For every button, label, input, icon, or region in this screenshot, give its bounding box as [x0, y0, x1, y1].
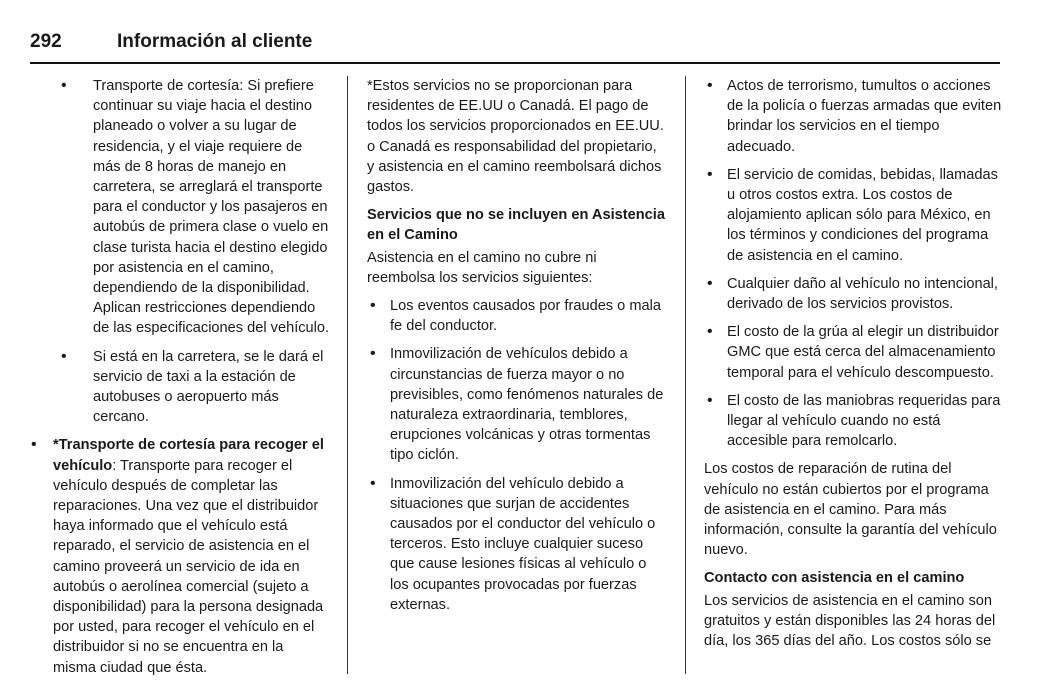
list-item: • Inmovilización del vehículo debido a situaciones que surjan de accidentes causados por el conductor del vehículo o terceros. Esto incluye cualquier suceso que cause lesiones físicas al vehículo o los ocupantes provocadas por fuerzas externas.: [367, 474, 667, 615]
list-item: • El costo de la grúa al elegir un distribuidor GMC que está cerca del almacenamiento temporal para el vehículo descompuesto.: [704, 322, 1004, 383]
column-divider: [347, 76, 348, 674]
intro-paragraph: *Estos servicios no se proporcionan para residentes de EE.UU o Canadá. El pago de todos los servicios proporcionados en EE.UU. o Canadá es responsabilidad del propietario, y asistencia en el camino reembolsará dichos gastos.: [367, 78, 664, 196]
lead-paragraph: Asistencia en el camino no cubre ni reembolsa los servicios siguientes:: [367, 249, 597, 286]
column-left: [30, 76, 330, 686]
closing-paragraph: Los servicios de asistencia en el camino son gratuitos y están disponibles las 24 horas del día, los 365 días del año. Los costos sólo se: [704, 592, 996, 650]
section-title: Información al cliente: [117, 31, 313, 52]
bullet-bold-label: *Transporte de cortesía para recoger el vehículo: [53, 437, 324, 474]
page-header: [30, 28, 1000, 64]
list-item: • Si está en la carretera, se le dará el servicio de taxi a la estación de autobuses o aeropuerto más cercano.: [30, 347, 330, 428]
page-number: 292: [30, 31, 62, 52]
list-item: • Los eventos causados por fraudes o mala fe del conductor.: [367, 296, 667, 336]
sub-bullet-list: [30, 76, 330, 427]
list-item: • El servicio de comidas, bebidas, llamadas u otros costos extra. Los costos de alojamiento aplican sólo para México, en los términos y condiciones del programa de asistencia en el camino.: [704, 165, 1004, 266]
bullet-list: [30, 435, 330, 677]
list-item: • Cualquier daño al vehículo no intencional, derivado de los servicios provistos.: [704, 274, 1004, 314]
list-item: • Actos de terrorismo, tumultos o acciones de la policía o fuerzas armadas que eviten brindar los servicios en el tiempo adecuado.: [704, 76, 1004, 157]
bullet-list: [367, 296, 667, 615]
bullet-list: [704, 76, 1004, 451]
section-heading: Servicios que no se incluyen en Asistencia en el Camino: [367, 207, 665, 244]
column-right: [704, 76, 1004, 659]
column-middle: [367, 76, 667, 623]
list-item: • Transporte de cortesía: Si prefiere continuar su viaje hacia el destino planeado o volver a su lugar de residencia, y el viaje requiere de más de 8 horas de manejo en carretera, se arreglará el transporte para el conductor y los pasajeros en autobús de primera clase o vuelo en clase turista hacia el destino elegido por asistencia en el camino, dependiendo de la disponibilidad. Aplican restricciones dependiendo de las especificaciones del vehículo.: [30, 76, 330, 339]
body-paragraph: Los costos de reparación de rutina del vehículo no están cubiertos por el programa de asistencia en el camino. Para más información, consulte la garantía del vehículo nuevo.: [704, 461, 997, 559]
column-divider: [685, 76, 686, 674]
bullet-text: : Transporte para recoger el vehículo después de completar las reparaciones. Una vez que el distribuidor haya informado que el vehículo está reparado, el servicio de asistencia en el camino proveerá un servicio de ida en autobús o aerolínea comercial (sujeto a disponibilidad) para la persona designada por usted, para recoger el vehículo en el distribuidor si no se encuentra en la misma ciudad que ésta.: [53, 457, 324, 676]
list-item: [30, 435, 330, 677]
section-heading: Contacto con asistencia en el camino: [704, 570, 965, 587]
list-item: • El costo de las maniobras requeridas para llegar al vehículo cuando no está accesible para remolcarlo.: [704, 391, 1004, 452]
list-item: • Inmovilización de vehículos debido a circunstancias de fuerza mayor o no previsibles, como fenómenos naturales de naturaleza extraordinaria, temblores, erupciones volcánicas y otras tormentas tipo ciclón.: [367, 344, 667, 465]
